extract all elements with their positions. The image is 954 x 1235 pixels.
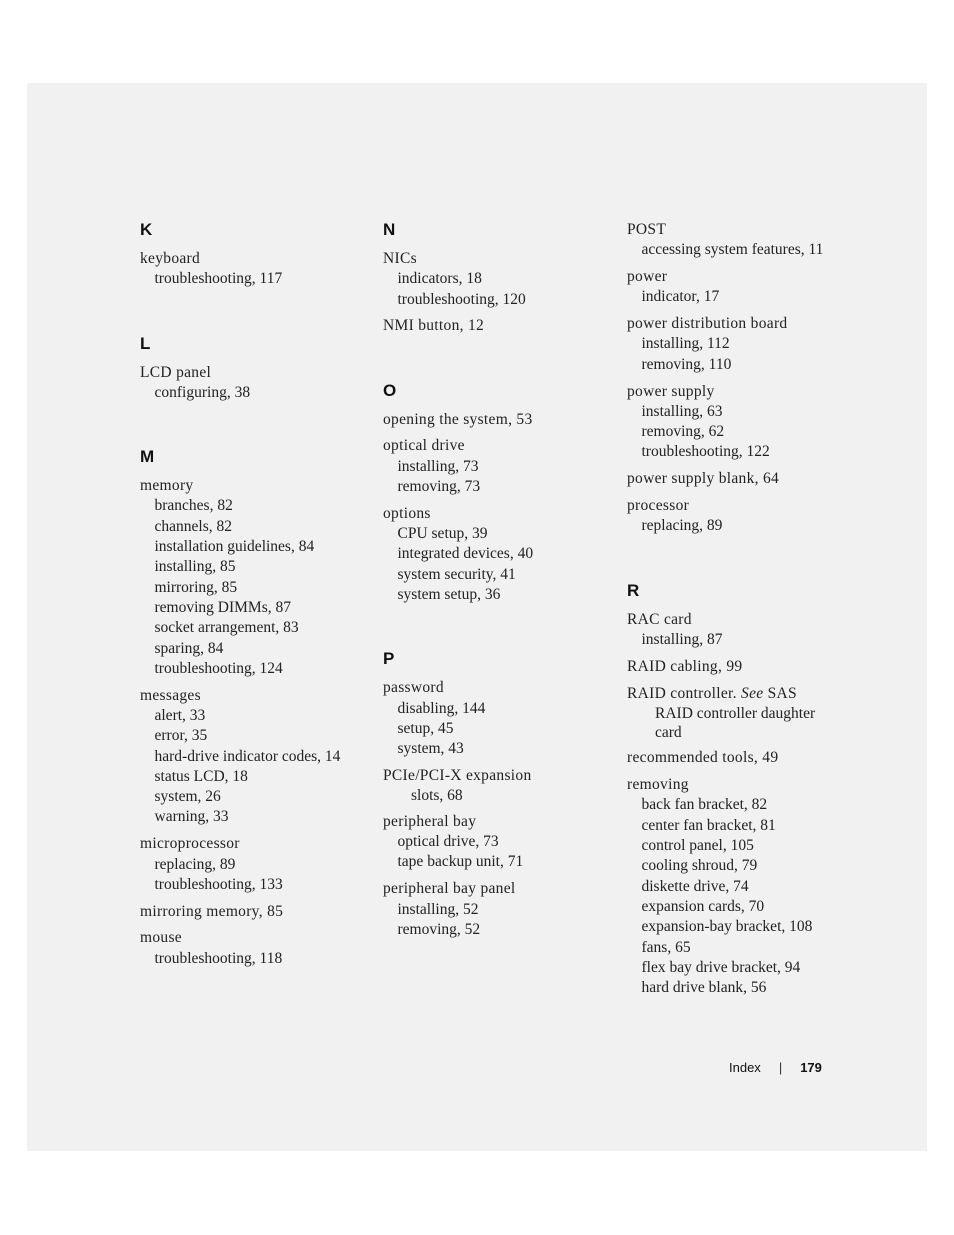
section-letter-heading: R	[627, 580, 640, 600]
index-term-text: mouse	[140, 929, 182, 947]
index-entry	[627, 775, 852, 998]
index-subentry: installing, 87	[641, 630, 723, 648]
index-subentry: troubleshooting, 122	[641, 443, 770, 461]
index-subentry: removing DIMMs, 87	[154, 598, 291, 616]
index-term-text: RAID controller.	[627, 684, 737, 702]
index-subentry: back fan bracket, 82	[641, 796, 768, 814]
index-term	[383, 410, 608, 430]
index-subentry: troubleshooting, 118	[154, 949, 283, 967]
index-subentry: alert, 33	[154, 706, 206, 724]
index-entry	[627, 610, 852, 651]
index-entry	[627, 382, 852, 463]
index-term	[383, 678, 608, 698]
index-subentry: tape backup unit, 71	[397, 853, 524, 871]
index-subentry: warning, 33	[154, 808, 229, 826]
index-subentry: installing, 112	[641, 335, 730, 353]
index-subentry: installing, 63	[641, 402, 723, 420]
index-term-text: recommended tools, 49	[627, 749, 779, 767]
index-subentry: troubleshooting, 120	[397, 290, 526, 308]
index-subentry: disabling, 144	[397, 699, 486, 717]
index-section	[383, 649, 608, 940]
index-term	[140, 834, 365, 854]
index-subentry: removing, 52	[397, 920, 481, 938]
index-entry	[627, 496, 852, 537]
page-footer	[729, 1060, 822, 1075]
index-subentry: expansion-bay bracket, 108	[641, 918, 813, 936]
index-section	[140, 220, 365, 290]
index-subentry: hard drive blank, 56	[641, 979, 767, 997]
index-term	[627, 382, 852, 402]
index-term	[627, 610, 852, 630]
index-entry	[627, 220, 852, 261]
index-term	[627, 684, 852, 704]
index-term-text: power supply blank, 64	[627, 470, 780, 488]
index-subentry: status LCD, 18	[154, 767, 248, 785]
index-term	[383, 316, 608, 336]
index-section	[140, 334, 365, 404]
index-term-text: peripheral bay	[383, 812, 477, 830]
index-subentry: configuring, 38	[154, 383, 251, 401]
index-term	[627, 775, 852, 795]
index-column-2	[383, 220, 608, 947]
see-reference: See	[741, 684, 764, 702]
index-term-text: removing	[627, 776, 689, 794]
index-term-text: peripheral bay panel	[383, 880, 516, 898]
index-subentry: system, 26	[154, 788, 221, 806]
index-subentry: installing, 85	[154, 558, 236, 576]
index-term-text: RAID cabling, 99	[627, 657, 743, 675]
index-subentry: integrated devices, 40	[397, 545, 534, 563]
index-entry	[383, 879, 608, 940]
index-subentry: indicators, 18	[397, 270, 482, 288]
index-entry	[140, 902, 365, 922]
index-entry	[383, 812, 608, 873]
index-term	[140, 928, 365, 948]
index-term-text: microprocessor	[140, 835, 240, 853]
section-letter-heading: O	[383, 380, 397, 400]
index-term	[140, 363, 365, 383]
index-subentry: optical drive, 73	[397, 833, 499, 851]
index-subentry: branches, 82	[154, 497, 233, 515]
index-term	[627, 469, 852, 489]
index-entry	[140, 686, 365, 828]
index-term	[627, 496, 852, 516]
index-term	[383, 504, 608, 524]
index-subentry: installation guidelines, 84	[154, 538, 315, 556]
index-term-text: keyboard	[140, 250, 201, 267]
index-subentry: system, 43	[397, 740, 464, 758]
index-section	[140, 447, 365, 969]
index-subentry: sparing, 84	[154, 639, 224, 657]
index-entry	[627, 469, 852, 489]
see-target: SAS	[767, 684, 797, 702]
index-subentry: replacing, 89	[641, 517, 723, 535]
index-term-text: processor	[627, 497, 690, 515]
index-term-continuation: RAID controller daughter	[655, 704, 816, 722]
index-term	[627, 314, 852, 334]
index-term	[383, 249, 608, 269]
index-subentry: expansion cards, 70	[641, 897, 765, 915]
index-subentry: channels, 82	[154, 517, 232, 535]
index-term-text: opening the system, 53	[383, 410, 533, 428]
index-term-text: RAC card	[627, 610, 692, 628]
index-term-text: LCD panel	[140, 363, 212, 381]
index-entry	[140, 476, 365, 679]
index-term	[140, 902, 365, 922]
index-subentry: installing, 73	[397, 457, 479, 475]
index-subentry: cooling shroud, 79	[641, 857, 758, 875]
index-subentry: diskette drive, 74	[641, 877, 749, 895]
index-term	[383, 766, 608, 786]
index-term-continuation: card	[655, 723, 682, 741]
index-entry	[140, 363, 365, 404]
index-subentry: indicator, 17	[641, 288, 720, 306]
index-entry	[627, 684, 852, 742]
index-term	[627, 748, 852, 768]
index-subentry: accessing system features, 11	[641, 241, 824, 259]
index-term-continuation: slots, 68	[411, 787, 463, 805]
index-section	[383, 220, 608, 337]
index-term-text: power supply	[627, 382, 715, 400]
index-term	[140, 686, 365, 706]
index-subentry: flex bay drive bracket, 94	[641, 958, 801, 976]
index-entry	[627, 314, 852, 375]
index-entry	[383, 766, 608, 805]
index-subentry: troubleshooting, 124	[154, 659, 283, 677]
index-entry	[627, 748, 852, 768]
index-entry	[140, 249, 365, 290]
index-subentry: system security, 41	[397, 565, 516, 583]
index-term	[627, 657, 852, 677]
index-subentry: troubleshooting, 117	[154, 270, 283, 288]
index-subentry: socket arrangement, 83	[154, 619, 299, 637]
index-term-text: power	[627, 268, 668, 286]
index-term-text: optical drive	[383, 437, 465, 455]
index-subentry: hard-drive indicator codes, 14	[154, 747, 341, 765]
index-subentry: error, 35	[154, 727, 208, 745]
index-subentry: replacing, 89	[154, 855, 236, 873]
index-subentry: removing, 73	[397, 478, 481, 496]
index-term	[627, 220, 852, 240]
section-letter-heading: L	[140, 333, 151, 353]
footer-separator: |	[778, 1060, 783, 1075]
index-subentry: removing, 110	[641, 355, 732, 373]
index-term-text: password	[383, 679, 444, 697]
index-entry	[383, 249, 608, 310]
index-term-text: power distribution board	[627, 315, 788, 333]
index-entry	[140, 928, 365, 969]
section-letter-heading: N	[383, 220, 396, 239]
index-entry	[627, 657, 852, 677]
page-number: 179	[800, 1060, 822, 1075]
section-letter-heading: M	[140, 447, 155, 467]
index-subentry: removing, 62	[641, 423, 725, 441]
index-subentry: setup, 45	[397, 719, 454, 737]
index-term	[140, 476, 365, 496]
index-entry	[383, 316, 608, 336]
index-term	[383, 436, 608, 456]
index-term-text: options	[383, 504, 431, 522]
section-letter-heading: P	[383, 649, 395, 669]
index-term	[140, 249, 365, 269]
index-column-3	[627, 220, 852, 1005]
index-entry	[627, 267, 852, 308]
index-subentry: CPU setup, 39	[397, 525, 488, 543]
index-section	[627, 581, 852, 999]
index-entry	[140, 834, 365, 895]
index-entry	[383, 410, 608, 430]
index-subentry: system setup, 36	[397, 586, 501, 604]
index-term-text: NMI button, 12	[383, 317, 485, 335]
index-column-1	[140, 220, 365, 976]
index-section	[627, 220, 852, 537]
index-subentry: control panel, 105	[641, 837, 754, 855]
index-term	[383, 879, 608, 899]
index-entry	[383, 436, 608, 497]
index-entry	[383, 678, 608, 759]
index-term	[383, 812, 608, 832]
index-term-text: PCIe/PCI-X expansion	[383, 767, 532, 785]
index-term-text: POST	[627, 221, 667, 238]
section-letter-heading: K	[140, 220, 153, 239]
index-term-text: memory	[140, 477, 194, 495]
index-subentry: fans, 65	[641, 938, 691, 956]
index-term	[627, 267, 852, 287]
index-subentry: center fan bracket, 81	[641, 816, 776, 834]
index-subentry: troubleshooting, 133	[154, 875, 283, 893]
index-term-text: messages	[140, 686, 201, 704]
index-subentry: mirroring, 85	[154, 578, 238, 596]
index-entry	[383, 504, 608, 605]
index-term-text: NICs	[383, 250, 417, 267]
index-subentry: installing, 52	[397, 900, 479, 918]
footer-section-label: Index	[729, 1060, 761, 1075]
index-section	[383, 381, 608, 606]
index-term-text: mirroring memory, 85	[140, 902, 284, 920]
